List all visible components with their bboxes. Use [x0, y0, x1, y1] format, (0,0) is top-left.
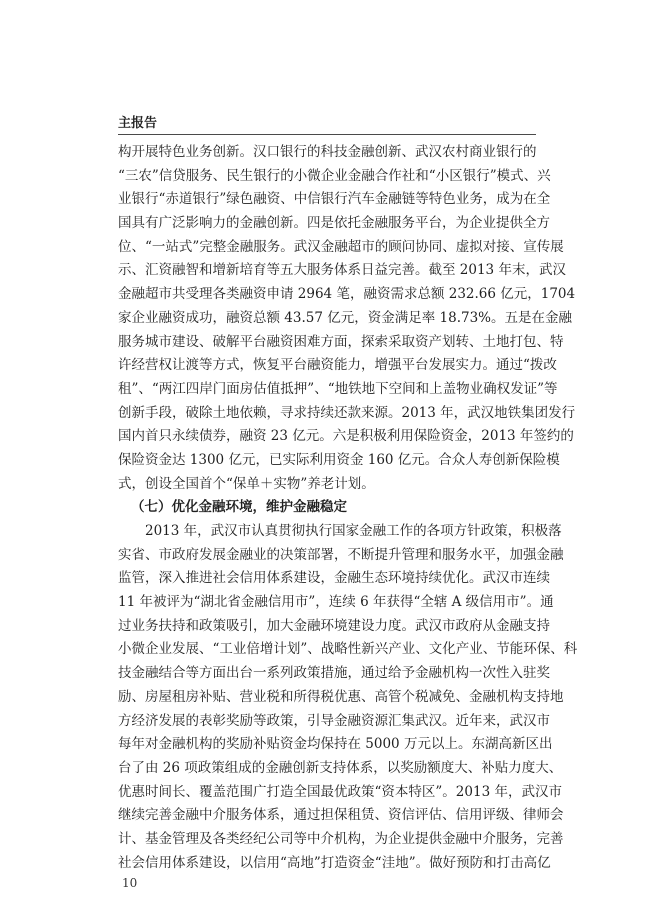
body-line: 金融超市共受理各类融资申请 2964 笔，融资需求总额 232.66 亿元，1704: [118, 286, 576, 303]
body-line: 家企业融资成功，融资总额 43.57 亿元，资金满足率 18.73%。五是在金融: [118, 309, 572, 326]
body-line: 小微企业发展、“工业倍增计划”、战略性新兴产业、文化产业、节能环保、科: [118, 641, 578, 658]
body-line: 位、“一站式”完整金融服务。武汉金融超市的顾问协同、虚拟对接、宣传展: [118, 238, 564, 255]
body-line: 优惠时间长、覆盖范围广打造全国最优政策“资本特区”。2013 年，武汉市: [118, 783, 562, 800]
body-line: 构开展特色业务创新。汉口银行的科技金融创新、武汉农村商业银行的: [118, 144, 537, 160]
body-line: 创新手段，破除土地依赖，寻求持续还款来源。2013 年，武汉地铁集团发行: [118, 404, 576, 421]
body-line: 11 年被评为“湖北省金融信用市”，连续 6 年获得“全辖 A 级信用市”。通: [118, 594, 554, 611]
body-line: 服务城市建设、破解平台融资困难方面，探索采取资产划转、土地打包、特: [118, 333, 564, 350]
body-line: 监管，深入推进社会信用体系建设，金融生态环境持续优化。武汉市连续: [118, 570, 550, 587]
running-header: 主报告: [118, 116, 158, 131]
body-line: 示、汇资融智和增新培育等五大服务体系日益完善。截至 2013 年末，武汉: [118, 262, 566, 279]
section-heading: （七）优化金融环境，维护金融稳定: [131, 499, 347, 516]
body-line: 式，创设全国首个“保单＋实物”养老计划。: [118, 475, 375, 492]
body-line: 方经济发展的表彰奖励等政策，引导金融资源汇集武汉。近年来，武汉市: [118, 712, 550, 729]
body-line: 国具有广泛影响力的金融创新。四是依托金融服务平台，为企业提供全方: [118, 215, 550, 232]
body-text: [118, 141, 578, 875]
body-line: 励、房屋租房补贴、营业税和所得税优惠、高管个税减免、金融机构支持地: [118, 688, 564, 705]
body-line: 社会信用体系建设，以信用“高地”打造资金“洼地”。做好预防和打击高亿: [118, 854, 551, 871]
body-line: 计、基金管理及各类经纪公司等中介机构，为企业提供金融中介服务，完善: [118, 830, 564, 847]
body-line: 许经营权让渡等方式，恢复平台融资能力，增强平台发展实力。通过“拨改: [118, 357, 557, 374]
body-line: 过业务扶持和政策吸引，加大金融环境建设力度。武汉市政府从金融支持: [118, 617, 550, 634]
body-line: 租”、“两江四岸门面房估值抵押”、“地铁地下空间和上盖物业确权发证”等: [118, 380, 558, 397]
body-line: “三农”信贷服务、民生银行的小微企业金融合作社和“小区银行”模式、兴: [118, 167, 551, 184]
body-line: 继续完善金融中介服务体系，通过担保租赁、资信评估、信用评级、律师会: [118, 807, 564, 824]
body-line: 台了由 26 项政策组成的金融创新支持体系，以奖励额度大、补贴力度大、: [118, 759, 563, 776]
body-line: 每年对金融机构的奖励补贴资金均保持在 5000 万元以上。东湖高新区出: [118, 736, 553, 753]
body-line: 2013 年，武汉市认真贯彻执行国家金融工作的各项方针政策，积极落: [145, 523, 562, 539]
header-rule: [118, 134, 536, 135]
page-number: 10: [122, 876, 138, 890]
body-line: 国内首只永续债券，融资 23 亿元。六是积极利用保险资金，2013 年签约的: [118, 428, 574, 445]
body-line: 业银行“赤道银行”绿色融资、中信银行汽车金融链等特色业务，成为在全: [118, 191, 551, 208]
body-line: 保险资金达 1300 亿元，已实际利用资金 160 亿元。合众人寿创新保险模: [118, 451, 560, 468]
paragraph-1: [118, 141, 576, 496]
paragraph-2: [118, 520, 578, 875]
body-line: 实省、市政府发展金融业的决策部署，不断提升管理和服务水平，加强金融: [118, 546, 564, 563]
body-line: 技金融结合等方面出台一系列政策措施，通过给予金融机构一次性入驻奖: [118, 665, 550, 682]
